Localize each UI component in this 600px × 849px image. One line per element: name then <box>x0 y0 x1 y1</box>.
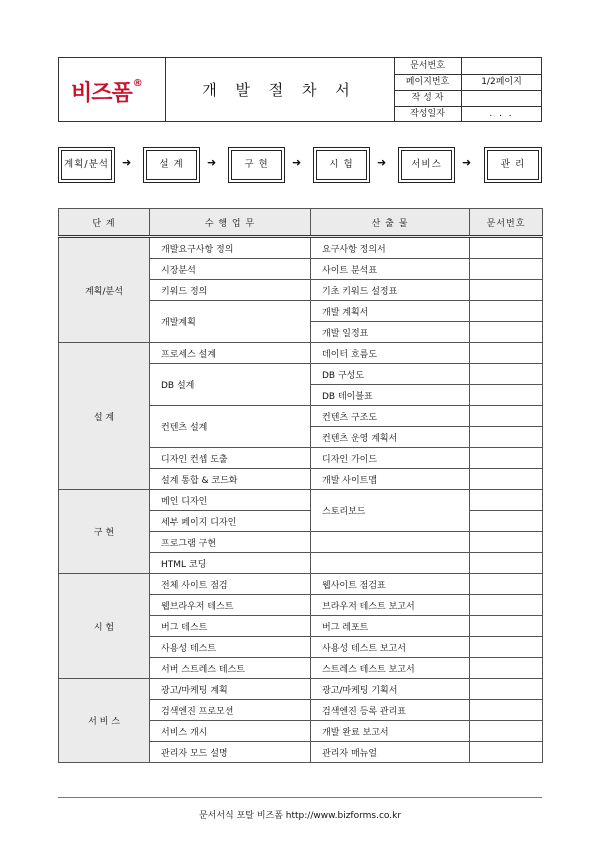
doc-number-cell[interactable] <box>470 280 543 301</box>
output-cell: 데이터 흐름도 <box>311 343 470 364</box>
footer-text: 문서서식 포탈 비즈폼 http://www.bizforms.co.kr <box>198 811 402 821</box>
doc-number-cell[interactable] <box>470 322 543 343</box>
stage-planning: 계획/분석 <box>59 237 150 343</box>
task-cell: 버그 테스트 <box>150 616 311 637</box>
flow-step-design: 설 계 <box>143 147 200 183</box>
doc-number-cell[interactable] <box>470 406 543 427</box>
doc-number-cell[interactable] <box>470 658 543 679</box>
footer-divider <box>58 797 542 798</box>
output-cell: 사용성 테스트 보고서 <box>311 637 470 658</box>
flow-step-service: 서비스 <box>398 147 455 183</box>
stage-service: 서 비 스 <box>59 679 150 763</box>
task-cell: 프로그램 구현 <box>150 532 311 553</box>
output-cell: 광고/마케팅 기획서 <box>311 679 470 700</box>
table-row <box>59 343 543 364</box>
meta-value: . . . <box>489 109 514 119</box>
table-row <box>59 574 543 595</box>
output-cell: DB 테이블표 <box>311 385 470 406</box>
doc-number-cell[interactable] <box>470 490 543 511</box>
meta-row-author <box>394 90 541 107</box>
output-cell: 개발 완료 보고서 <box>311 721 470 742</box>
flow-step-implementation: 구 현 <box>228 147 285 183</box>
output-cell: 개발 사이트맵 <box>311 469 470 490</box>
arrow-right-icon: ➜ <box>207 156 217 169</box>
doc-number-cell[interactable] <box>470 385 543 406</box>
table-row <box>59 490 543 511</box>
task-cell: 개발요구사항 정의 <box>150 237 311 259</box>
doc-number-cell[interactable] <box>470 553 543 574</box>
task-cell: 세부 페이지 디자인 <box>150 511 311 532</box>
table-row <box>59 237 543 259</box>
task-cell: DB 설계 <box>150 364 311 406</box>
meta-label: 작성일자 <box>394 106 462 122</box>
meta-row-date <box>394 106 541 122</box>
table-row <box>59 679 543 700</box>
logo-text: 비즈폼 <box>71 81 132 106</box>
output-cell: 버그 레포트 <box>311 616 470 637</box>
stage-testing: 시 험 <box>59 574 150 679</box>
doc-number-cell[interactable] <box>470 259 543 280</box>
arrow-right-icon: ➜ <box>292 156 302 169</box>
doc-number-cell[interactable] <box>470 637 543 658</box>
task-cell: 관리자 모드 설명 <box>150 742 311 763</box>
task-cell: 광고/마케팅 계획 <box>150 679 311 700</box>
task-cell: 개발계획 <box>150 301 311 343</box>
task-cell: 컨텐츠 설계 <box>150 406 311 448</box>
bizforms-logo <box>71 76 141 107</box>
doc-number-cell[interactable] <box>470 301 543 322</box>
output-cell: 관리자 매뉴얼 <box>311 742 470 763</box>
output-cell: 검색엔진 등록 관리표 <box>311 700 470 721</box>
task-cell: 서비스 개시 <box>150 721 311 742</box>
doc-number-cell[interactable] <box>470 511 543 532</box>
task-cell: 메인 디자인 <box>150 490 311 511</box>
header-output: 산 출 물 <box>311 209 470 237</box>
doc-number-cell[interactable] <box>470 469 543 490</box>
arrow-right-icon: ➜ <box>377 156 387 169</box>
doc-number-cell[interactable] <box>470 700 543 721</box>
meta-label: 페이지번호 <box>394 74 462 90</box>
doc-number-cell[interactable] <box>470 532 543 553</box>
arrow-right-icon: ➜ <box>122 156 132 169</box>
doc-number-cell[interactable] <box>470 343 543 364</box>
output-cell: 요구사항 정의서 <box>311 237 470 259</box>
task-cell: 웹브라우저 테스트 <box>150 595 311 616</box>
output-cell[interactable] <box>311 532 470 553</box>
doc-number-cell[interactable] <box>470 679 543 700</box>
registered-mark: ® <box>132 78 142 89</box>
task-cell: 디자인 컨셉 도출 <box>150 448 311 469</box>
meta-value: 1/2페이지 <box>481 77 522 87</box>
output-cell: 웹사이트 점검표 <box>311 574 470 595</box>
task-cell: 키워드 정의 <box>150 280 311 301</box>
output-cell: DB 구성도 <box>311 364 470 385</box>
output-cell: 개발 계획서 <box>311 301 470 322</box>
task-cell: 사용성 테스트 <box>150 637 311 658</box>
doc-number-cell[interactable] <box>470 595 543 616</box>
doc-number-cell[interactable] <box>470 364 543 385</box>
stage-implementation: 구 현 <box>59 490 150 574</box>
output-cell: 스토리보드 <box>311 490 470 532</box>
doc-number-cell[interactable] <box>470 616 543 637</box>
flow-step-planning: 계획/분석 <box>58 147 115 183</box>
doc-number-cell[interactable] <box>470 448 543 469</box>
header-stage: 단 계 <box>59 209 150 237</box>
arrow-right-icon: ➜ <box>462 156 472 169</box>
output-cell: 사이트 분석표 <box>311 259 470 280</box>
task-cell: 설계 통합 & 코드화 <box>150 469 311 490</box>
table-header-row <box>59 209 543 237</box>
output-cell: 컨텐츠 구조도 <box>311 406 470 427</box>
header-doc-number: 문서번호 <box>470 209 543 237</box>
header-task: 수 행 업 무 <box>150 209 311 237</box>
meta-value <box>462 90 541 106</box>
meta-row-page-number <box>394 74 541 91</box>
document-header <box>58 57 542 122</box>
output-cell: 디자인 가이드 <box>311 448 470 469</box>
output-cell[interactable] <box>311 553 470 574</box>
meta-label: 문서번호 <box>394 58 462 74</box>
flow-step-testing: 시 험 <box>313 147 370 183</box>
stage-design: 설 계 <box>59 343 150 490</box>
title-cell <box>165 58 395 121</box>
process-table <box>58 208 543 763</box>
task-cell: 시장분석 <box>150 259 311 280</box>
output-cell: 스트레스 테스트 보고서 <box>311 658 470 679</box>
meta-label: 작 성 자 <box>394 90 462 106</box>
logo-cell <box>59 58 166 121</box>
doc-number-cell[interactable] <box>470 427 543 448</box>
meta-value <box>462 58 541 74</box>
doc-number-cell[interactable] <box>470 574 543 595</box>
doc-number-cell[interactable] <box>470 721 543 742</box>
task-cell: 서버 스트레스 테스트 <box>150 658 311 679</box>
flow-step-management: 관 리 <box>484 147 542 183</box>
doc-number-cell[interactable] <box>470 237 543 259</box>
output-cell: 브라우저 테스트 보고서 <box>311 595 470 616</box>
meta-row-doc-number <box>394 58 541 75</box>
task-cell: 검색엔진 프로모션 <box>150 700 311 721</box>
task-cell: HTML 코딩 <box>150 553 311 574</box>
document-title: 개 발 절 차 서 <box>202 81 357 99</box>
doc-number-cell[interactable] <box>470 742 543 763</box>
output-cell: 기초 키워드 설정표 <box>311 280 470 301</box>
task-cell: 프로세스 설계 <box>150 343 311 364</box>
output-cell: 컨텐츠 운영 계획서 <box>311 427 470 448</box>
output-cell: 개발 일정표 <box>311 322 470 343</box>
task-cell: 전체 사이트 점검 <box>150 574 311 595</box>
